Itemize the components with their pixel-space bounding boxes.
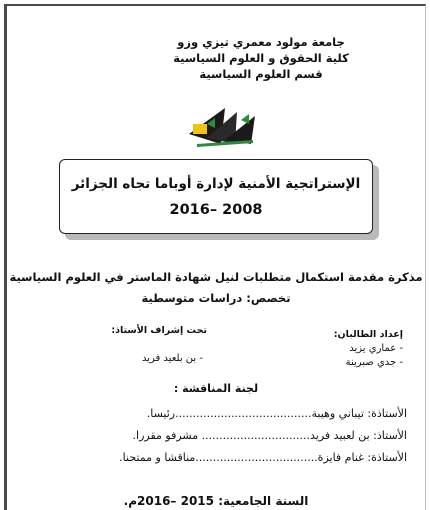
committee-members [22, 403, 407, 469]
supervisor-block [67, 324, 207, 366]
specialization: تخصص: دراسات متوسطية [141, 291, 291, 305]
thesis-title: الإستراتجية الأمنية لإدارة أوباما تجاه الجزائر [71, 176, 361, 192]
student-name: - جدي صبرينة [345, 357, 403, 368]
memo-description [7, 267, 425, 309]
faculty-name: كلية الحقوق و العلوم السياسية [173, 51, 349, 65]
document-page [4, 4, 426, 510]
committee-heading: لجنة المناقشة : [173, 382, 259, 395]
memo-line: مذكرة مقدمة استكمال متطلبات لنيل شهادة الماستر في العلوم السياسية [9, 270, 423, 284]
university-logo [185, 104, 265, 148]
committee-member: الأستاذة: تيباني وهيبة.......................................رئيسا. [146, 407, 407, 420]
university-name: جامعة مولود معمري تيزي وزو [177, 35, 345, 49]
thesis-period: 2008 –2016 [169, 202, 263, 218]
committee-member: الأستاذة: غنام فايزة...................................مناقشا و ممتحنا. [119, 451, 407, 464]
student-name: - عماري يزيد [349, 343, 403, 354]
academic-year: السنة الجامعية: 2015 –2016م. [123, 494, 309, 508]
department-name: قسم العلوم السياسية [199, 67, 323, 81]
committee-member: الأستاذ: بن لعبيد فريد............................... مشرفو مقررا. [132, 429, 407, 442]
university-header [7, 34, 425, 82]
supervisor-heading: تحت إشراف الأستاذ: [111, 325, 207, 336]
students-block [273, 328, 403, 370]
supervisor-name: - بن بلعيد فريد [141, 353, 203, 364]
students-heading: إعداد الطالبان: [333, 329, 403, 340]
thesis-title-box [59, 159, 373, 234]
